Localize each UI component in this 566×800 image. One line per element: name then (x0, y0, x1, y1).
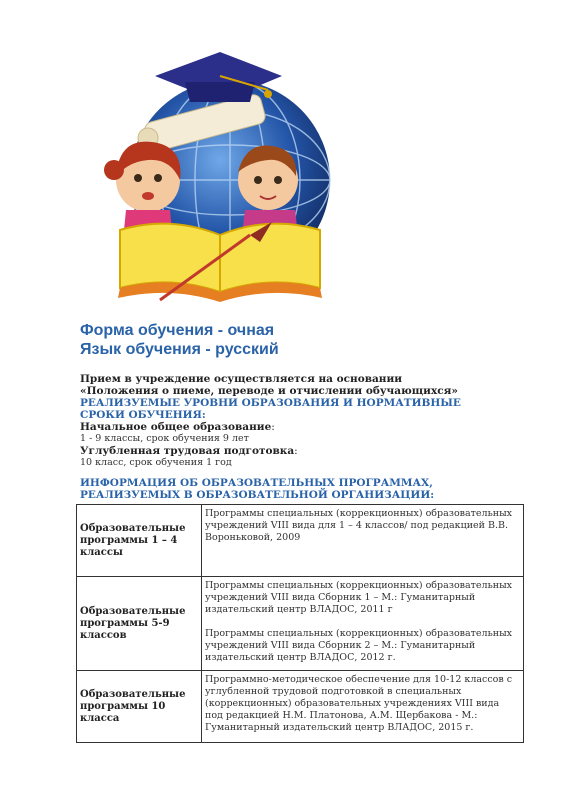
program-description (202, 577, 524, 671)
primary-education-title: Начальное общее образование (80, 421, 272, 433)
admission-basis-line: Прием в учреждение осуществляется на основании (80, 373, 403, 385)
program-paragraph: Программно-методическое обеспечение для 10-12 классов с углубленной трудовой подготовкой в специальных (коррекционных) образовательных учреждениях VIII вида под редакцией Н.М. Платонова, А.М. Щербакова - М.: Гуманитарный издательский центр ВЛАДОС, 2015 г. (205, 674, 513, 733)
program-label: Образовательные программы 10 класса (77, 671, 202, 743)
labor-training-colon: : (294, 445, 298, 457)
admission-regulation-line: «Положения о пиеме, переводе и отчислении обучающихся» (80, 385, 458, 397)
primary-education-heading (80, 421, 500, 433)
program-label: Образовательные программы 5-9 классов (77, 577, 202, 671)
primary-education-text: 1 - 9 классы, срок обучения 9 лет (80, 433, 249, 444)
school-illustration (100, 30, 340, 310)
table-row (77, 577, 524, 671)
education-levels-heading: РЕАЛИЗУЕМЫЕ УРОВНИ ОБРАЗОВАНИЯ И НОРМАТИВНЫЕ СРОКИ ОБУЧЕНИЯ: (80, 397, 461, 421)
open-book-icon (118, 224, 322, 302)
program-paragraph: Программы специальных (коррекционных) образовательных учреждений VIII вида Сборник 1 – М.: Гуманитарный издательский центр ВЛАДОС, 2011 г (205, 580, 513, 615)
program-description (202, 671, 524, 743)
program-description (202, 505, 524, 577)
table-row (77, 671, 524, 743)
programs-table (76, 504, 524, 743)
program-paragraph: Программы специальных (коррекционных) образовательных учреждений VIII вида для 1 – 4 классов/ под редакцией В.В. Вороньковой, 2009 (205, 508, 513, 543)
table-row (77, 505, 524, 577)
labor-training-text: 10 класс, срок обучения 1 год (80, 457, 232, 468)
program-label: Образовательные программы 1 – 4 классы (77, 505, 202, 577)
program-paragraph: Программы специальных (коррекционных) образовательных учреждений VIII вида Сборник 2 – М.: Гуманитарный издательский центр ВЛАДОС, 2012 г. (205, 628, 513, 663)
study-form-block (80, 321, 500, 359)
labor-training-title: Углубленная трудовая подготовка (80, 445, 295, 457)
study-form-line: Форма обучения - очная (80, 322, 275, 339)
admission-section (80, 373, 500, 469)
programs-heading: ИНФОРМАЦИЯ ОБ ОБРАЗОВАТЕЛЬНЫХ ПРОГРАММАХ, РЕАЛИЗУЕМЫХ В ОБРАЗОВАТЕЛЬНОЙ ОРГАНИЗАЦИИ: (80, 477, 435, 501)
study-language-line: Язык обучения - русский (80, 341, 279, 358)
labor-training-heading (80, 445, 500, 457)
primary-education-colon: : (271, 421, 275, 433)
